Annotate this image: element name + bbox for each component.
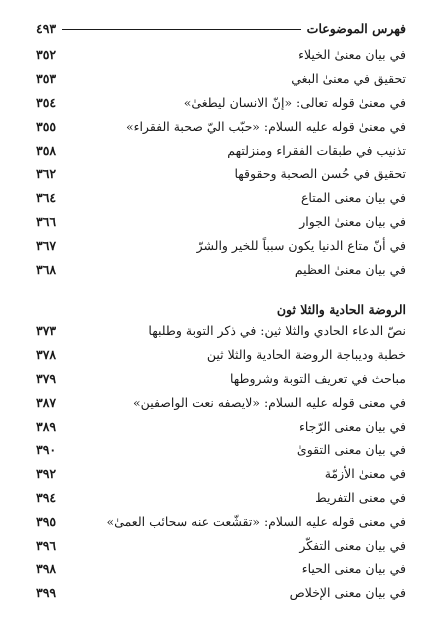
toc-entry-page: ٣٩٨ bbox=[36, 561, 57, 577]
toc-entry bbox=[36, 486, 406, 510]
toc-entry-title: في بيان معنى الحياء bbox=[301, 561, 406, 577]
toc-entry-page: ٣٧٨ bbox=[36, 347, 57, 363]
toc-group-2 bbox=[36, 319, 406, 605]
toc-entry bbox=[36, 533, 406, 557]
toc-entry-title: في معنى التفريط bbox=[315, 489, 406, 505]
toc-entry-page: ٣٧٣ bbox=[36, 323, 57, 339]
toc-entry bbox=[36, 210, 406, 234]
toc-entry bbox=[36, 438, 406, 462]
toc-entry bbox=[36, 414, 406, 438]
toc-entry-title: في أنّ متاع الدنيا يكون سبباً للخير والشرّ bbox=[196, 237, 406, 253]
toc-group-1 bbox=[36, 43, 406, 281]
toc-entry-page: ٣٩٦ bbox=[36, 537, 57, 553]
toc-entry-title: في معنى قوله عليه السلام: «لايصفه نعت الواصفين» bbox=[133, 394, 406, 410]
toc-entry-title: في معنى قوله عليه السلام: «تقشّعت عنه سحائب العمىٰ» bbox=[106, 513, 406, 529]
toc-entry-title: في بيان معنىٰ العظيم bbox=[294, 261, 406, 277]
toc-entry-page: ٣٧٩ bbox=[36, 370, 57, 386]
toc-entry-page: ٣٩٩ bbox=[36, 585, 57, 601]
running-header bbox=[36, 20, 406, 36]
toc-entry-page: ٣٩٢ bbox=[36, 466, 57, 482]
toc-entry bbox=[36, 319, 406, 343]
toc-entry-page: ٣٩٠ bbox=[36, 442, 57, 458]
toc-entry-page: ٣٦٤ bbox=[36, 190, 57, 206]
toc-entry bbox=[36, 367, 406, 391]
toc-entry-page: ٣٥٣ bbox=[36, 71, 57, 87]
toc-entry-title: نصّ الدعاء الحادي والثلا ثين: في ذكر التوبة وطلبها bbox=[148, 323, 406, 339]
toc-entry-title: في بيان معنى التقوىٰ bbox=[296, 442, 406, 458]
running-title: فهرس الموضوعات bbox=[306, 20, 406, 36]
toc-entry-page: ٣٨٧ bbox=[36, 394, 57, 410]
toc-entry-title: في بيان معنى الإخلاص bbox=[289, 585, 406, 601]
toc-entry-title: في معنىٰ الأزمّة bbox=[324, 466, 406, 482]
toc-entry bbox=[36, 138, 406, 162]
toc-entry bbox=[36, 509, 406, 533]
toc-entry bbox=[36, 233, 406, 257]
toc-entry bbox=[36, 114, 406, 138]
toc-entry-page: ٣٦٧ bbox=[36, 237, 57, 253]
toc-entry-title: تحقيق في معنىٰ البغي bbox=[291, 71, 406, 87]
toc-entry bbox=[36, 186, 406, 210]
toc-entry bbox=[36, 557, 406, 581]
toc-entry bbox=[36, 67, 406, 91]
toc-entry bbox=[36, 43, 406, 67]
toc-entry-title: في بيان معنى الرّجاء bbox=[298, 418, 406, 434]
toc-entry-title: في معنىٰ قوله تعالى: «إنّ الانسان ليطغىٰ» bbox=[183, 94, 406, 110]
toc-entry-title: في بيان معنىٰ الخيلاء bbox=[298, 47, 406, 63]
toc-entry-page: ٣٥٨ bbox=[36, 142, 57, 158]
page-number: ٤٩٣ bbox=[36, 20, 57, 36]
toc-entry bbox=[36, 162, 406, 186]
toc-entry-title: في بيان معنى المتاع bbox=[300, 190, 406, 206]
toc-entry bbox=[36, 257, 406, 281]
toc-entry-title: تحقيق في حُسن الصحبة وحقوقها bbox=[234, 166, 406, 182]
toc-entry-title: تذنيب في طبقات الفقراء ومنزلتهم bbox=[227, 142, 406, 158]
toc-entry-title: في بيان معنى التفكّر bbox=[299, 537, 406, 553]
toc-entry-page: ٣٥٢ bbox=[36, 47, 57, 63]
toc-entry-page: ٣٥٥ bbox=[36, 118, 57, 134]
toc-entry-title: مباحث في تعريف التوبة وشروطها bbox=[229, 370, 406, 386]
toc-entry-page: ٣٨٩ bbox=[36, 418, 57, 434]
toc-entry-title: في بيان معنىٰ الجوار bbox=[299, 213, 406, 229]
toc-entry-page: ٣٦٨ bbox=[36, 261, 57, 277]
toc-entry-page: ٣٩٥ bbox=[36, 513, 57, 529]
toc-entry bbox=[36, 91, 406, 115]
header-rule bbox=[62, 29, 301, 30]
toc-entry-page: ٣٩٤ bbox=[36, 489, 57, 505]
toc-entry-page: ٣٦٦ bbox=[36, 213, 57, 229]
toc-entry bbox=[36, 343, 406, 367]
toc-entry bbox=[36, 462, 406, 486]
toc-entry-title: في معنىٰ قوله عليه السلام: «حبّب اليّ صحبة الفقراء» bbox=[125, 118, 406, 134]
toc-entry-page: ٣٥٤ bbox=[36, 94, 57, 110]
section-heading: الروضة الحادية والثلا ثون bbox=[276, 302, 406, 317]
toc-entry-title: خطبة وديباجة الروضة الحادية والثلا ثين bbox=[206, 347, 406, 363]
toc-entry-page: ٣٦٢ bbox=[36, 166, 57, 182]
toc-entry bbox=[36, 581, 406, 605]
toc-entry bbox=[36, 390, 406, 414]
